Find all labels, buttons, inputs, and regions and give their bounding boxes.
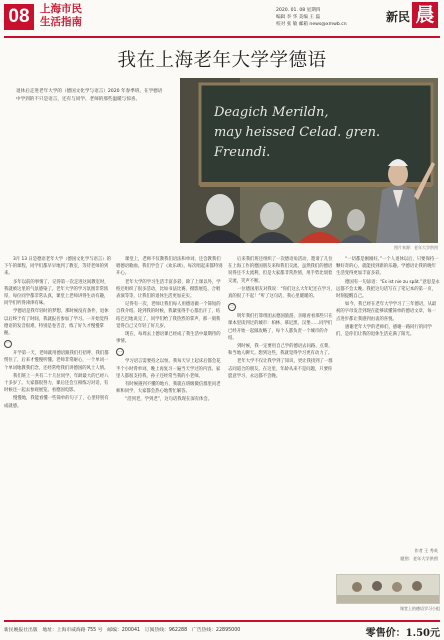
editor-line: 编辑 李 华 美编 王 磊 [276,15,321,20]
section-marker [228,303,336,311]
classroom-photo [180,78,438,243]
page-number: 08 [4,4,34,30]
article-column-2 [116,256,224,620]
issue-meta [276,7,386,28]
paragraph: 一位德国朋友对我说：“你们这么大年纪还在学习，真的很了不起！”听了这句话，我心里暖暖的。 [228,286,335,300]
newspaper-logo [386,2,440,32]
paragraph: 记得有一次，老师让我们每人用德语做一个简短的自我介绍。轮到我的时候，我紧张得手心都出汗了，结结巴巴地说完了，同学们给了我热烈的掌声，那一刻我觉得自己又年轻了好几岁。 [116,302,221,329]
paragraph: 课堂上，老师不仅教我们语法和单词，还会教我们唱德语歌曲。我们学会了《欢乐颂》，每次唱起来都特别开心。 [116,257,223,277]
issue-date: 2020. 01. 08 星期四 [276,8,321,13]
article-author: 作者 王 秀英 [414,548,438,553]
paragraph: “一切都是刚刚好。”一个人退休以后，只要保持一颗好奇的心，就能找到新的乐趣。学德语让我的晚年生活变得更加丰富多彩。 [336,257,439,277]
paragraph: 3月 13 日是德语老年大学（德国文化学与语言）的下午的课程，同学们都早早地到了教室，等待老师的到来。 [4,257,111,277]
paragraph: “活到老，学到老”，这句话我现在深有体会。 [125,397,213,403]
page-header [0,0,444,38]
paragraph: 如今，我已经在老年大学学习了三年德语，从最初的字母发音到现在能够读懂简单的德语文章，每一点进步都让我感到由衷的喜悦。 [336,302,437,322]
paragraph: 感谢老年大学的老师们，感谢一路同行的同学们，是你们让我的退休生活充满了阳光。 [336,324,432,338]
photo-editor-credit: 题图：老年大学供图 [400,556,438,561]
retail-price: 零售价：1.50元 [365,628,440,639]
article-column-3 [228,256,336,620]
small-photo-caption: 课堂上的德语学习小组 [400,606,440,611]
article-headline: 我在上海老年大学学德语 [117,50,327,71]
article-lead: 退休后走进老年大学的（德国文化学与语言）2020 年春季班，在学德语中学到的不只是语言，还有与同学、老师的那些温暖与惊喜。 [16,89,163,102]
article-column-1 [4,256,112,620]
paragraph: 后来我们班还组织了一次德语角活动，邀请了几位在上海工作的德国朋友来和我们交流。虽然我们的德语说得还不太流利，但是大家都非常热情，用手势比划着交流，笑声不断。 [228,257,333,284]
logo-text-right: 晨 [412,2,438,28]
paragraph: 明年我们打算组团去德国旅游，亲眼看看那些只在课本里读到过的城市：柏林、慕尼黑、汉堡……同学们已经开始一起做攻略了，每个人都负责一个城市的介绍。 [228,314,333,341]
study-group-illustration [337,575,440,604]
photo-credit: 图片来源：老年大学供图 [394,245,438,250]
blackboard-text-line1: Deagich Merildn, [214,105,329,120]
logo-text-left: 新民 [386,10,411,24]
paragraph: 我们班上一共有二十几位同学，年龄最大的已经八十多岁了。大家都很努力，课后还会互相练习对话，有时候还一起去参观展览、看德国电影。 [4,373,109,394]
section-title-line2: 生活指南 [40,16,82,28]
classroom-illustration [180,78,438,243]
paragraph: 学习语言需要持之以恒。我每天早上起床后都会花半个小时背单词，晚上再复习一遍当天学过的内容。家里人都很支持我，孙子还经常当我的小老师。 [116,359,221,379]
paragraph: 老年大学的学习生活丰富多彩，除了上课以外，学校还组织了很多活动，比如书法比赛、摄影展览、合唱表演等等，让我们的退休生活更加充实。 [116,279,221,300]
paragraph: 学德语是我年轻时的梦想，那时候没有条件，退休以后终于有了时间，我就报名参加了学习。一开始觉得德语的发音很难，特别是卷舌音，练了好久才慢慢掌握。 [4,309,109,337]
section-number: 一 [5,341,11,347]
page-footer [4,620,440,638]
blackboard-text-line3: Freundi. [214,145,271,160]
section-title-line1: 上海市民 [40,3,82,15]
paragraph: 现在，每周去上德语课已经成了我生活中最期待的事情。 [116,332,221,345]
section-marker [116,348,224,356]
section-title [40,3,120,29]
section-marker [4,340,112,348]
publisher-info: 新民晚报社出版 地址：上海市威海路 755 号 邮编：200041 订阅热线：962288 广告热线：22895000 [4,628,241,633]
paragraph: 德国有一句谚语：“Es ist nie zu spät.”意思是永远都不会太晚。我把这句话写在了笔记本的第一页，时刻提醒自己。 [336,279,440,300]
paragraph: 开学第一天，老师就用德语跟我们打招呼，我们都愣住了，后来才慢慢听懂。老师非常耐心，一个单词一个单词地教我们念，还经常给我们讲德国的风土人情。 [4,351,109,371]
small-photo [336,574,440,604]
paragraph: 到时候，我一定要用自己学的德语去问路、点菜、和当地人聊天。想到这些，我就觉得学习更有动力了。 [228,344,333,357]
blackboard-text-line2: may heissed Celad. gren. [214,125,381,140]
contact-line: 校对 张 敏 邮箱 news@xmwb.cn [276,22,347,27]
section-number: 二 [117,349,123,355]
paragraph: 有时候遇到不懂的地方，我就在班级微信群里问老师和同学，大家都会热心地帮忙解答。 [116,382,221,395]
paragraph: 老年大学不仅让我学到了知识，更让我找到了一群志同道合的朋友。在这里，年龄从来不是问题，只要你愿意学习，永远都不会晚。 [228,359,333,379]
paragraph: 多年以前的事情了，记得第一次走进这间教室时，我就被这里的气氛感染了。老年大学的学习氛围非常浓厚，每位同学都非常认真，课堂上老师讲得生动有趣，同学们听得津津有味。 [4,279,109,307]
paragraph: 慢慢地，我能看懂一些简单的句子了，心里特别有成就感。 [4,396,109,409]
header-divider [4,36,440,38]
article-column-4 [336,256,440,572]
section-number: 三 [229,304,235,310]
